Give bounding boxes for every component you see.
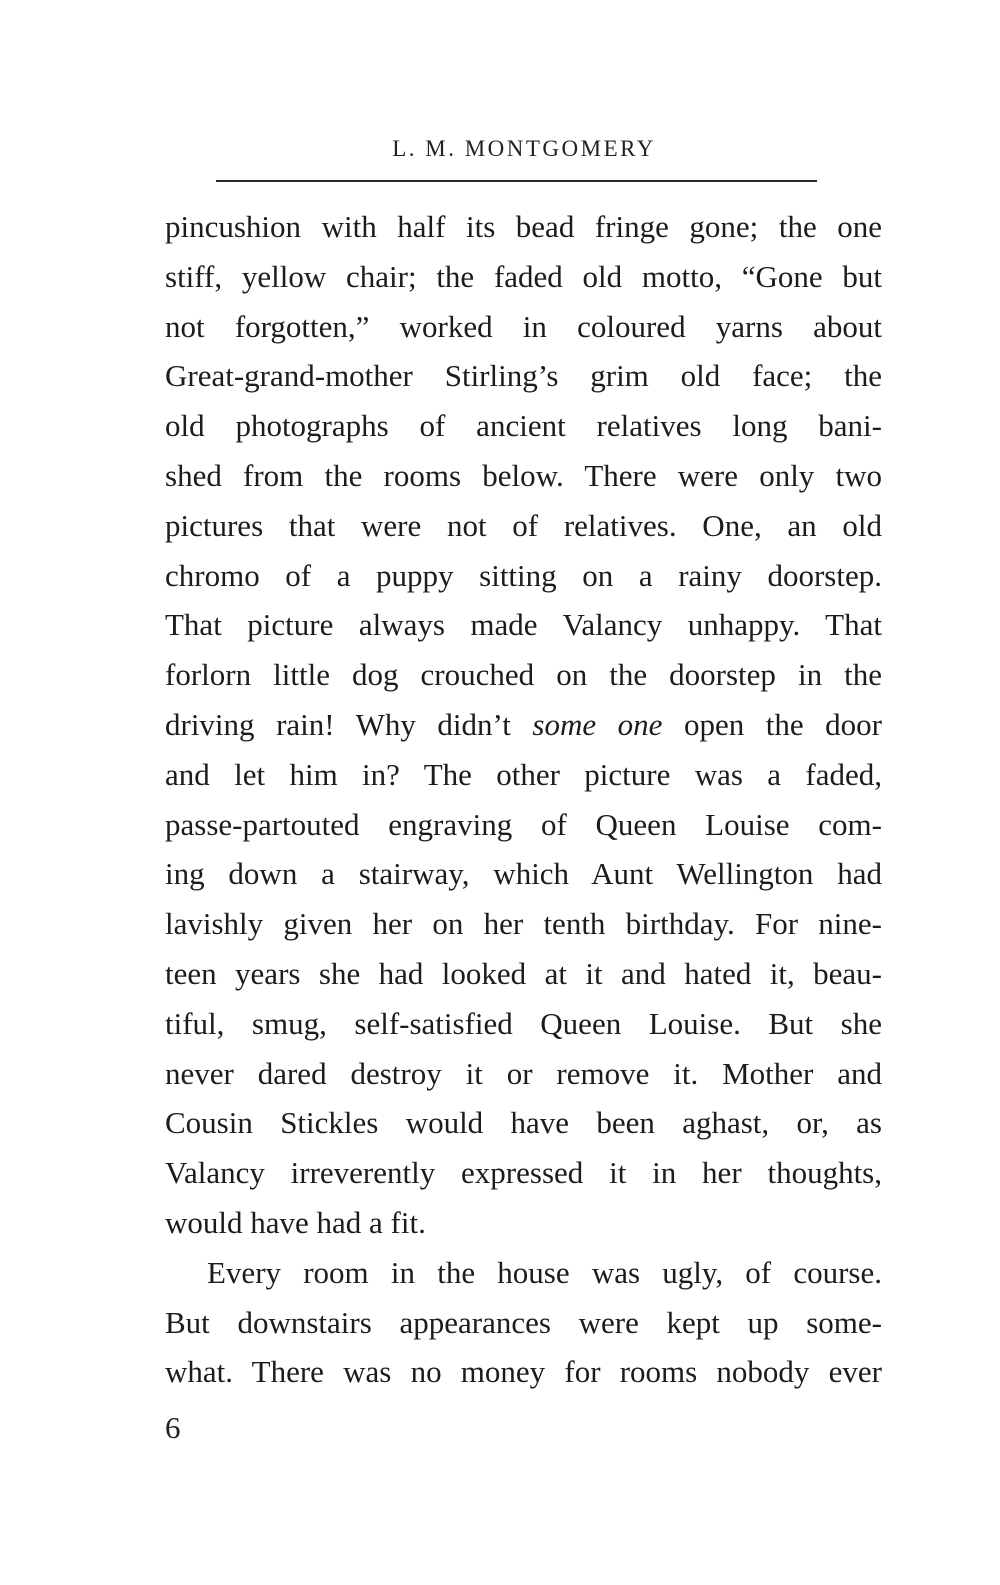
text-line: never dared destroy it or remove it. Mother and [165, 1055, 882, 1091]
text-line: pincushion with half its bead fringe gone; the one [165, 209, 882, 244]
running-head: L. M. MONTGOMERY [392, 136, 656, 161]
text-line: forlorn little dog crouched on the doorstep in the [165, 657, 882, 693]
text-line: stiff, yellow chair; the faded old motto, “Gone but [165, 258, 882, 294]
text-line: chromo of a puppy sitting on a rainy doorstep. [165, 557, 882, 593]
text-line: Valancy irreverently expressed it in her thoughts, [165, 1155, 882, 1191]
line-segment: driving rain! Why didn’t [165, 706, 533, 742]
text-line-with-italic [165, 700, 882, 750]
text-line: Great-grand-mother Stirling’s grim old face; the [165, 358, 882, 394]
line-segment: open the door [662, 706, 882, 742]
header-rule [216, 180, 817, 182]
text-line: not forgotten,” worked in coloured yarns about [165, 308, 882, 344]
text-line: That picture always made Valancy unhappy. That [165, 607, 882, 643]
text-line: passe-partouted engraving of Queen Louise com- [165, 806, 882, 842]
text-line: shed from the rooms below. There were only two [165, 457, 882, 493]
text-line: tiful, smug, self-satisfied Queen Louise. But she [165, 1005, 882, 1041]
page-number: 6 [165, 1410, 181, 1445]
paragraph-end-line: would have had a fit. [165, 1204, 426, 1240]
text-line: teen years she had looked at it and hated it, beau- [165, 955, 882, 991]
paragraph-first-line: Every room in the house was ugly, of course. [207, 1254, 882, 1290]
text-line: what. There was no money for rooms nobody ever [165, 1354, 882, 1390]
text-line: and let him in? The other picture was a faded, [165, 756, 882, 792]
text-line: ing down a stairway, which Aunt Wellington had [165, 856, 882, 892]
text-line: But downstairs appearances were kept up some- [165, 1304, 882, 1340]
text-line: old photographs of ancient relatives long bani- [165, 408, 882, 444]
body-text [165, 202, 882, 1397]
italic-phrase: some one [532, 706, 663, 742]
text-line: pictures that were not of relatives. One, an old [165, 507, 882, 543]
text-line: lavishly given her on her tenth birthday. For nine- [165, 906, 882, 942]
text-line: Cousin Stickles would have been aghast, or, as [165, 1105, 882, 1141]
